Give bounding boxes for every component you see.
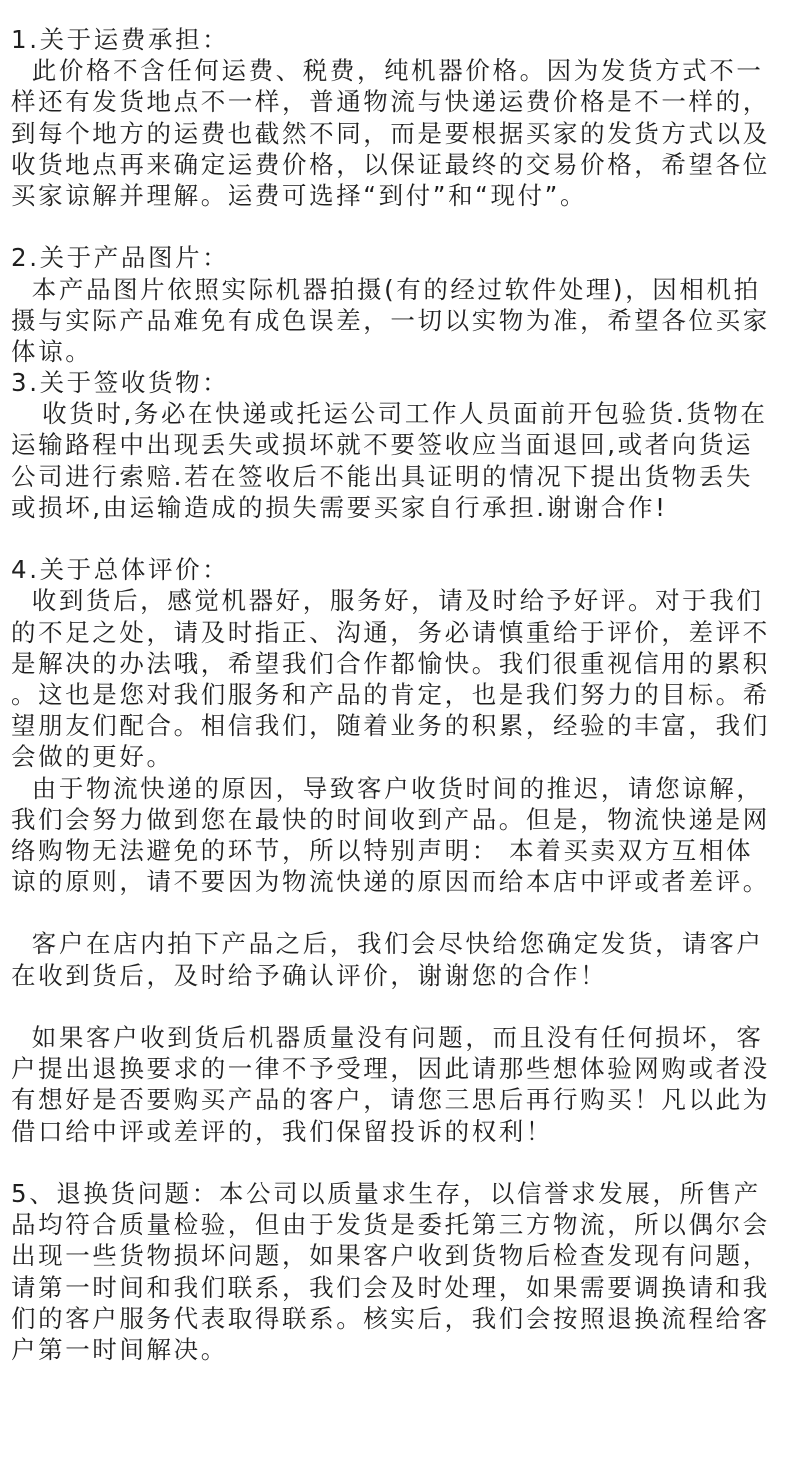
section-5-line: 请第一时间和我们联系，我们会及时处理，如果需要调换请和我 [11,1272,770,1302]
section-4-line: 络购物无法避免的环节，所以特别声明： 本着买卖双方互相体 [11,835,754,865]
section-1-line: 收货地点再来确定运费价格，以保证最终的交易价格，希望各位 [11,149,770,179]
section-5-line: 户第一时间解决。 [11,1334,228,1364]
section-1-line: 到每个地方的运费也截然不同，而是要根据买家的发货方式以及 [11,118,770,148]
section-4-line: 的不足之处，请及时指正、沟通，务必请慎重给于评价，差评不 [11,617,770,647]
paragraph-gap [11,523,781,554]
section-5-line: 5、退换货问题：本公司以质量求生存，以信誉求发展，所售产 [11,1178,761,1208]
section-4-line: 望朋友们配合。相信我们，随着业务的积累，经验的丰富，我们 [11,711,770,741]
section-3-line: 公司进行索赔.若在签收后不能出具证明的情况下提出货物丢失 [11,461,754,491]
section-3-line: 运输路程中出现丢失或损坏就不要签收应当面退回,或者向货运 [11,430,754,460]
section-4-line: 收到货后，感觉机器好，服务好，请及时给予好评。对于我们 [11,586,764,616]
section-2-heading: 2.关于产品图片： [11,243,230,273]
section-1-line: 买家谅解并理解。运费可选择“到付”和“现付”。 [11,180,588,210]
section-4-line: 会做的更好。 [11,742,174,772]
paragraph-gap [11,897,781,928]
policy-document [11,24,781,1365]
section-4-line: 。这也是您对我们服务和产品的肯定，也是我们努力的目标。希 [11,679,770,709]
section-4-line: 我们会努力做到您在最快的时间收到产品。但是，物流快递是网 [11,804,770,834]
section-3-line: 收货时,务必在快递或托运公司工作人员面前开包验货.货物在 [11,399,768,429]
section-4-line: 是解决的办法哦，希望我们合作都愉快。我们很重视信用的累积 [11,648,770,678]
section-1-line: 样还有发货地点不一样，普通物流与快递运费价格是不一样的， [11,87,770,117]
section-4-line: 由于物流快递的原因，导致客户收货时间的推迟，请您谅解， [11,773,764,803]
section-4-line: 谅的原则，请不要因为物流快递的原因而给本店中评或者差评。 [11,867,770,897]
section-4-para-3-line: 如果客户收到货后机器质量没有问题，而且没有任何损坏，客 [11,1023,764,1052]
section-1-heading: 1.关于运费承担： [11,25,230,54]
section-3-line: 或损坏,由运输造成的损失需要买家自行承担.谢谢合作! [11,492,668,522]
section-5-line: 品均符合质量检验，但由于发货是委托第三方物流，所以偶尔会 [11,1210,770,1240]
section-4-para-2-line: 客户在店内拍下产品之后，我们会尽快给您确定发货，请客户 [11,929,764,959]
section-4-para-3-line: 有想好是否要购买产品的客户，请您三思后再行购买！凡以此为 [11,1085,770,1115]
paragraph-gap [11,991,781,1022]
section-4-heading: 4.关于总体评价： [11,555,230,585]
paragraph-gap [11,1147,781,1178]
section-2-line: 本产品图片依照实际机器拍摄(有的经过软件处理)，因相机拍 [11,274,761,304]
paragraph-gap [11,211,781,242]
section-2-line: 体谅。 [11,336,93,366]
section-4-para-2-line: 在收到货后，及时给予确认评价，谢谢您的合作！ [11,960,608,990]
section-3-heading: 3.关于签收货物： [11,368,230,398]
section-1-line: 此价格不含任何运费、税费，纯机器价格。因为发货方式不一 [11,56,764,86]
section-4-para-3-line: 户提出退换要求的一律不予受理，因此请那些想体验网购或者没 [11,1054,770,1084]
section-2-line: 摄与实际产品难免有成色误差，一切以实物为准，希望各位买家 [11,305,770,335]
section-4-para-3-line: 借口给中评或差评的，我们保留投诉的权利！ [11,1116,553,1146]
section-5-line: 出现一些货物损坏问题，如果客户收到货物后检查发现有问题， [11,1241,770,1271]
section-5-line: 们的客户服务代表取得联系。核实后，我们会按照退换流程给客 [11,1303,770,1333]
